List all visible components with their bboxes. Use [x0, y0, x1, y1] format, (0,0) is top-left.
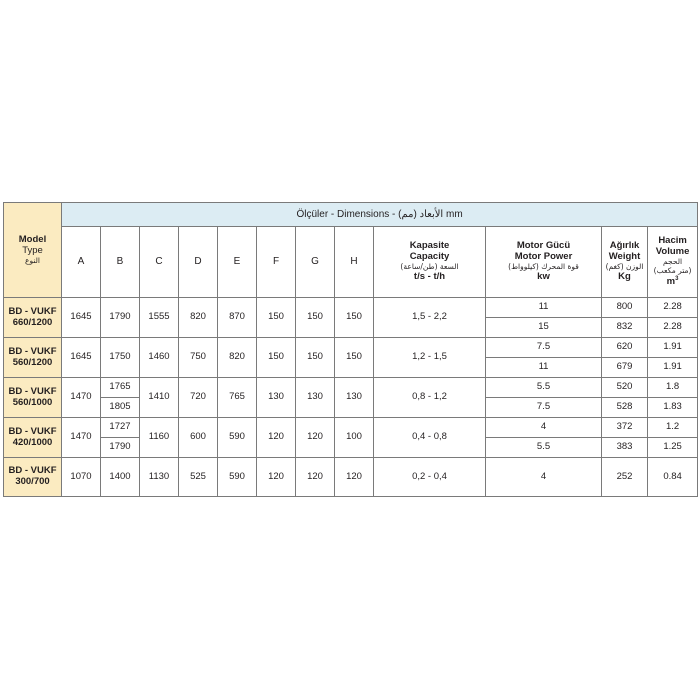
volume-cell: 0.84	[648, 458, 698, 497]
dim-g-cell: 150	[296, 338, 335, 378]
dim-b-cell: 1400	[101, 458, 140, 497]
dim-c-cell: 1160	[140, 418, 179, 458]
table-row	[4, 458, 698, 497]
weight-cell: 800	[602, 298, 648, 318]
capacity-cell: 0,2 - 0,4	[374, 458, 486, 497]
motor-power-cell: 5.5	[486, 438, 602, 458]
weight-cell: 679	[602, 358, 648, 378]
weight-cell: 372	[602, 418, 648, 438]
model-cell: BD - VUKF 560/1000	[4, 378, 62, 418]
volume-cell: 1.2	[648, 418, 698, 438]
model-cell: BD - VUKF 420/1000	[4, 418, 62, 458]
dim-a-cell: 1470	[62, 378, 101, 418]
dim-a-cell: 1645	[62, 298, 101, 338]
dimensions-title: Ölçüler - Dimensions - (مم) الأبعاد mm	[62, 203, 698, 227]
dim-f-cell: 150	[257, 338, 296, 378]
volume-header: Hacim Volume الحجم (متر مكعب) $m^3$	[648, 227, 698, 298]
specification-table	[3, 202, 698, 497]
col-g-header: G	[296, 227, 335, 298]
capacity-cell: 0,8 - 1,2	[374, 378, 486, 418]
col-h-header: H	[335, 227, 374, 298]
capacity-cell: 0,4 - 0,8	[374, 418, 486, 458]
motor-power-cell: 11	[486, 298, 602, 318]
col-c-header: C	[140, 227, 179, 298]
dim-h-cell: 150	[335, 338, 374, 378]
table-row	[4, 378, 698, 398]
volume-cell: 2.28	[648, 298, 698, 318]
volume-cell: 2.28	[648, 318, 698, 338]
model-header: Model Type النوع	[4, 203, 62, 298]
dim-a-cell: 1645	[62, 338, 101, 378]
dim-e-cell: 590	[218, 458, 257, 497]
dim-c-cell: 1555	[140, 298, 179, 338]
dim-e-cell: 590	[218, 418, 257, 458]
capacity-header: Kapasite Capacity السعة (طن/ساعة) t/s - t/h	[374, 227, 486, 298]
model-cell: BD - VUKF 300/700	[4, 458, 62, 497]
dim-c-cell: 1130	[140, 458, 179, 497]
weight-cell: 252	[602, 458, 648, 497]
dim-a-cell: 1070	[62, 458, 101, 497]
dim-e-cell: 870	[218, 298, 257, 338]
weight-cell: 520	[602, 378, 648, 398]
model-cell: BD - VUKF 560/1200	[4, 338, 62, 378]
table-row	[4, 298, 698, 318]
model-cell: BD - VUKF 660/1200	[4, 298, 62, 338]
dim-c-cell: 1460	[140, 338, 179, 378]
motor-power-cell: 4	[486, 418, 602, 438]
dim-e-cell: 765	[218, 378, 257, 418]
col-f-header: F	[257, 227, 296, 298]
dimensions-title-row	[4, 203, 698, 227]
dim-d-cell: 720	[179, 378, 218, 418]
weight-cell: 528	[602, 398, 648, 418]
dim-b-cell: 1805	[101, 398, 140, 418]
dim-h-cell: 150	[335, 298, 374, 338]
motor-power-cell: 7.5	[486, 398, 602, 418]
dim-d-cell: 525	[179, 458, 218, 497]
dim-g-cell: 150	[296, 298, 335, 338]
capacity-cell: 1,2 - 1,5	[374, 338, 486, 378]
motor-power-cell: 15	[486, 318, 602, 338]
capacity-cell: 1,5 - 2,2	[374, 298, 486, 338]
volume-cell: 1.83	[648, 398, 698, 418]
col-d-header: D	[179, 227, 218, 298]
dim-d-cell: 750	[179, 338, 218, 378]
dim-d-cell: 820	[179, 298, 218, 338]
motor-power-cell: 11	[486, 358, 602, 378]
dim-f-cell: 150	[257, 298, 296, 338]
dim-e-cell: 820	[218, 338, 257, 378]
dim-h-cell: 100	[335, 418, 374, 458]
volume-cell: 1.25	[648, 438, 698, 458]
dim-c-cell: 1410	[140, 378, 179, 418]
table-row	[4, 338, 698, 358]
dim-f-cell: 120	[257, 458, 296, 497]
volume-cell: 1.8	[648, 378, 698, 398]
motor-power-cell: 4	[486, 458, 602, 497]
table-body	[4, 298, 698, 497]
column-header-row	[4, 227, 698, 298]
weight-cell: 832	[602, 318, 648, 338]
dim-b-cell: 1765	[101, 378, 140, 398]
motor-power-cell: 7.5	[486, 338, 602, 358]
dim-g-cell: 130	[296, 378, 335, 418]
motor-power-cell: 5.5	[486, 378, 602, 398]
dim-b-cell: 1750	[101, 338, 140, 378]
motor-power-header: Motor Gücü Motor Power قوة المحرك (كيلوواط) kw	[486, 227, 602, 298]
dim-f-cell: 120	[257, 418, 296, 458]
volume-cell: 1.91	[648, 358, 698, 378]
dim-a-cell: 1470	[62, 418, 101, 458]
dim-g-cell: 120	[296, 418, 335, 458]
dim-h-cell: 130	[335, 378, 374, 418]
volume-cell: 1.91	[648, 338, 698, 358]
table-row	[4, 418, 698, 438]
weight-header: Ağırlık Weight الوزن (كغم) Kg	[602, 227, 648, 298]
dim-d-cell: 600	[179, 418, 218, 458]
weight-cell: 383	[602, 438, 648, 458]
weight-cell: 620	[602, 338, 648, 358]
dim-b-cell: 1790	[101, 438, 140, 458]
col-e-header: E	[218, 227, 257, 298]
col-b-header: B	[101, 227, 140, 298]
dim-h-cell: 120	[335, 458, 374, 497]
dim-f-cell: 130	[257, 378, 296, 418]
dim-g-cell: 120	[296, 458, 335, 497]
col-a-header: A	[62, 227, 101, 298]
dim-b-cell: 1727	[101, 418, 140, 438]
dim-b-cell: 1790	[101, 298, 140, 338]
